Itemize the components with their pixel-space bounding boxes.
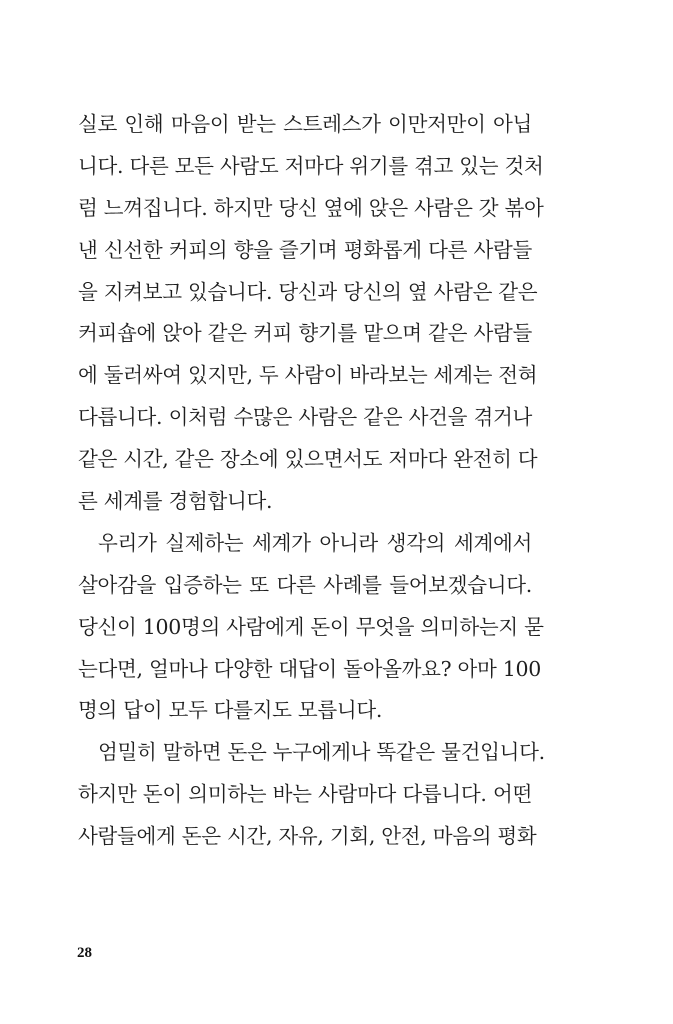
text-line: 같은 시간, 같은 장소에 있으면서도 저마다 완전히 다 bbox=[78, 447, 538, 472]
text-line: 명의 답이 모두 다를지도 모릅니다. bbox=[78, 698, 383, 723]
text-line: 사람들에게 돈은 시간, 자유, 기회, 안전, 마음의 평화 bbox=[78, 824, 537, 849]
text-line: 는다면, 얼마나 다양한 대답이 돌아올까요? 아마 100 bbox=[78, 656, 541, 681]
body-text bbox=[78, 104, 545, 858]
text-line: 낸 신선한 커피의 향을 즐기며 평화롭게 다른 사람들 bbox=[78, 237, 532, 262]
text-line-paragraph-start: 엄밀히 말하면 돈은 누구에게나 똑같은 물건입니다. bbox=[98, 740, 545, 765]
text-line-paragraph-start: 우리가 실제하는 세계가 아니라 생각의 세계에서 bbox=[98, 530, 532, 555]
text-line: 당신이 100명의 사람에게 돈이 무엇을 의미하는지 묻 bbox=[78, 614, 544, 639]
text-line: 른 세계를 경험합니다. bbox=[78, 489, 273, 514]
text-line: 에 둘러싸여 있지만, 두 사람이 바라보는 세계는 전혀 bbox=[78, 363, 538, 388]
text-line: 을 지켜보고 있습니다. 당신과 당신의 옆 사람은 같은 bbox=[78, 279, 538, 304]
text-line: 니다. 다른 모든 사람도 저마다 위기를 겪고 있는 것처 bbox=[78, 153, 544, 178]
text-line: 실로 인해 마음이 받는 스트레스가 이만저만이 아닙 bbox=[78, 112, 532, 136]
text-line: 하지만 돈이 의미하는 바는 사람마다 다릅니다. 어떤 bbox=[78, 782, 532, 807]
text-line: 럼 느껴집니다. 하지만 당신 옆에 앉은 사람은 갓 볶아 bbox=[78, 195, 544, 220]
text-line: 다릅니다. 이처럼 수많은 사람은 같은 사건을 겪거나 bbox=[78, 405, 532, 430]
text-line: 커피숍에 앉아 같은 커피 향기를 맡으며 같은 사람들 bbox=[78, 321, 532, 346]
page-number: 28 bbox=[77, 945, 92, 961]
text-line: 살아감을 입증하는 또 다른 사례를 들어보겠습니다. bbox=[78, 572, 532, 597]
